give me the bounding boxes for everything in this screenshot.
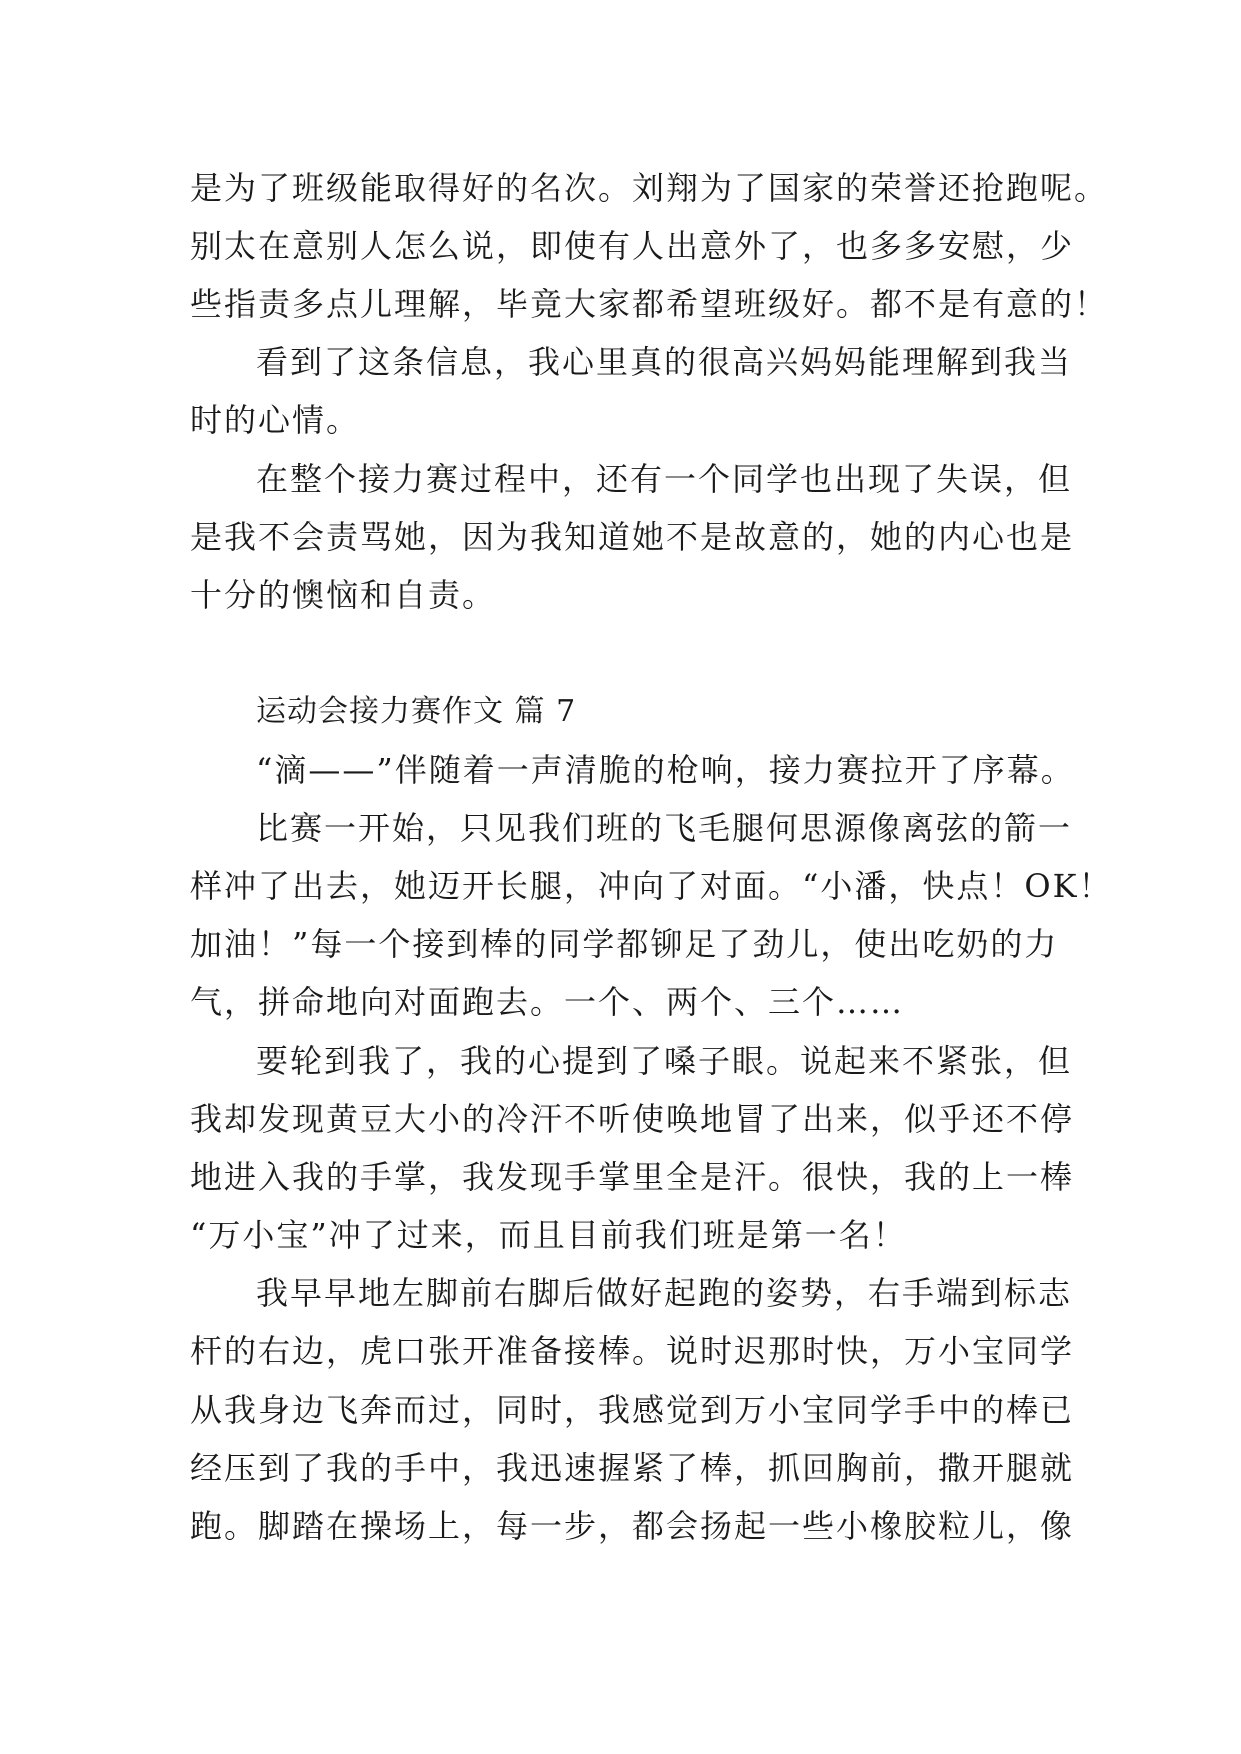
text-line: 时的心情。: [190, 401, 361, 439]
text-line: 看到了这条信息，我心里真的很高兴妈妈能理解到我当: [256, 343, 1073, 381]
section-title: 运动会接力赛作文 篇 7: [256, 694, 577, 729]
text-line: 样冲了出去，她迈开长腿，冲向了对面。“小潘，快点！OK！: [190, 867, 1113, 905]
text-line: 在整个接力赛过程中，还有一个同学也出现了失误，但: [256, 460, 1073, 498]
text-line: 杆的右边，虎口张开准备接棒。说时迟那时快，万小宝同学: [190, 1332, 1075, 1370]
text-line: 要轮到我了，我的心提到了嗓子眼。说起来不紧张，但: [256, 1042, 1073, 1080]
text-line: 是为了班级能取得好的名次。刘翔为了国家的荣誉还抢跑呢。: [190, 169, 1109, 207]
text-line: 比赛一开始，只见我们班的飞毛腿何思源像离弦的箭一: [256, 809, 1073, 847]
text-line: 从我身边飞奔而过，同时，我感觉到万小宝同学手中的棒已: [190, 1391, 1075, 1429]
text-line: 十分的懊恼和自责。: [190, 576, 497, 614]
text-line: “滴——”伴随着一声清脆的枪响，接力赛拉开了序幕。: [256, 751, 1075, 789]
text-line: 别太在意别人怎么说，即使有人出意外了，也多多安慰，少: [190, 227, 1075, 265]
text-line: 气，拼命地向对面跑去。一个、两个、三个……: [190, 983, 905, 1021]
text-line: 我早早地左脚前右脚后做好起跑的姿势，右手端到标志: [256, 1274, 1073, 1312]
text-line: 经压到了我的手中，我迅速握紧了棒，抓回胸前，撒开腿就: [190, 1449, 1075, 1487]
text-line: 是我不会责骂她，因为我知道她不是故意的，她的内心也是: [190, 518, 1075, 556]
text-line: 地进入我的手掌，我发现手掌里全是汗。很快，我的上一棒: [190, 1158, 1075, 1196]
text-line: 些指责多点儿理解，毕竟大家都希望班级好。都不是有意的！: [190, 285, 1109, 323]
text-line: “万小宝”冲了过来，而且目前我们班是第一名！: [190, 1216, 907, 1254]
text-line: 我却发现黄豆大小的冷汗不听使唤地冒了出来，似乎还不停: [190, 1100, 1075, 1138]
text-line: 加油！”每一个接到棒的同学都铆足了劲儿，使出吃奶的力: [190, 925, 1059, 963]
text-line: 跑。脚踏在操场上，每一步，都会扬起一些小橡胶粒儿，像: [190, 1507, 1075, 1545]
